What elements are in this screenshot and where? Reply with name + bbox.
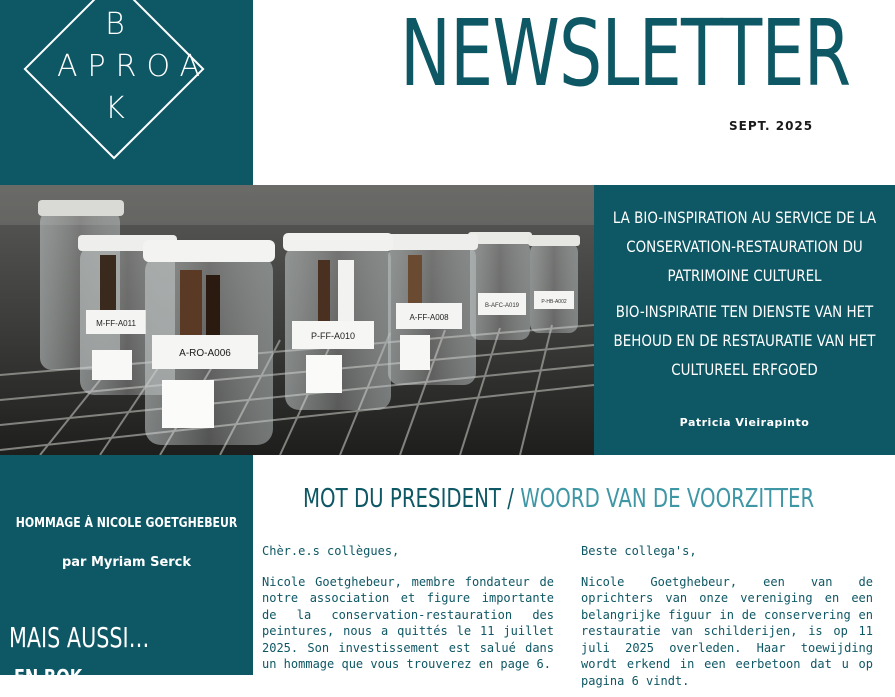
jar-label: P-FF-A010 — [310, 331, 356, 341]
body-fr: Nicole Goetghebeur, membre fondateur de notre association et figure importante de la conservation-restauration des peintures, nous a quittés le 11 juillet 2025. Son investissement est salué dans un hommage que vous trouverez en page 6. — [262, 574, 554, 671]
logo-letter-bottom: K — [105, 91, 125, 126]
feature-author: Patricia Vieirapinto — [679, 416, 810, 429]
sidebar — [0, 455, 253, 689]
president-heading-nl: WOORD VAN DE VOORZITTER — [520, 484, 815, 514]
feature-title-nl[interactable]: BIO-INSPIRATIE TEN DIENSTE VAN HET BEHOUD EN DE RESTAURATIE VAN HET CULTUREEL ERFGOED — [613, 302, 876, 379]
logo-letters-middle: APROA — [57, 49, 211, 84]
mais-aussi-heading: MAIS AUSSI… — [9, 621, 150, 654]
feature-box — [594, 185, 895, 455]
jars-photo-illustration — [0, 185, 594, 455]
feature-title-fr[interactable]: LA BIO-INSPIRATION AU SERVICE DE LA CONSERVATION-RESTAURATION DU PATRIMOINE CULTUREL — [612, 208, 877, 285]
jar-label: B-AFC-A019 — [484, 303, 520, 309]
jar-label: A-FF-A008 — [409, 313, 449, 322]
jar-label: A-RO-A006 — [179, 348, 231, 359]
hommage-author: par Myriam Serck — [61, 555, 192, 570]
newsletter-title: NEWSLETTER — [400, 0, 851, 107]
jar-label: P-HB-A002 — [541, 299, 567, 305]
cover-photo — [0, 185, 594, 455]
body-nl: Nicole Goetghebeur, een van de oprichters van onze vereniging en een belangrijke figuur in de conservering en restauratie van schilderijen, is op 11 juli 2025 overleden. Haar toewijding wordt erkend in een eerbetoon dat u op pagina 6 vindt. — [581, 574, 873, 688]
jar-label: M-FF-A011 — [96, 319, 136, 328]
logo-letter-top: B — [105, 7, 125, 42]
heading-separator: / — [500, 484, 521, 514]
issue-date: SEPT. 2025 — [729, 119, 814, 133]
president-column-nl — [581, 543, 873, 697]
greeting-nl: Beste collega's, — [581, 544, 697, 558]
president-heading-fr: MOT DU PRESIDENT — [303, 484, 501, 514]
president-heading — [303, 483, 814, 515]
president-column-fr — [262, 543, 554, 681]
greeting-fr: Chèr.e.s collègues, — [262, 544, 400, 558]
logo-block — [0, 0, 253, 185]
en-bref-heading: EN BOK — [14, 665, 83, 689]
hommage-title[interactable]: HOMMAGE À NICOLE GOETGHEBEUR — [15, 516, 238, 531]
